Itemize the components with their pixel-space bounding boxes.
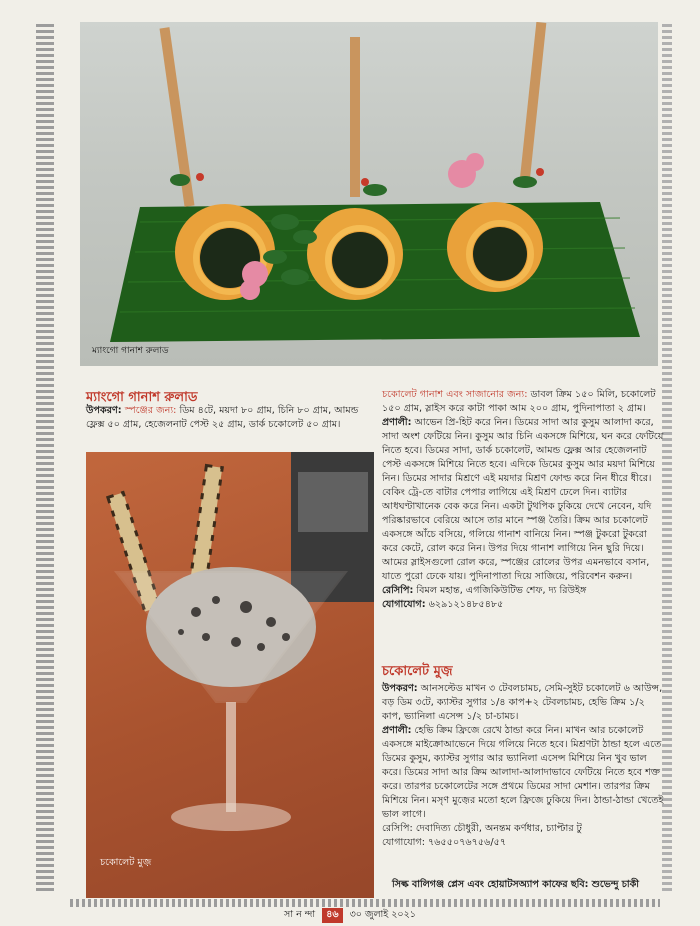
chocolate-mousse-photo bbox=[86, 452, 374, 898]
page-number: ৪৬ bbox=[322, 908, 342, 923]
ganache-paragraph bbox=[382, 388, 664, 416]
recipe-method-column bbox=[382, 388, 664, 612]
method-paragraph bbox=[382, 416, 664, 584]
photo-caption-2: চকোলেট মুজ় bbox=[100, 857, 152, 868]
ingredients-label: উপকরণ: bbox=[86, 405, 122, 416]
ingredients-text-2: আনসল্টেড মাখন ৩ টেবলচামচ, সেমি-সুইট চকোলেট ৬ আউন্স, বড় ডিম ৩টে, ক্যাস্টর সুগার ১/৪ কাপ+২ টেবলচামচ, হেভি ক্রিম ১/২ কাপ, ভ্যানিলা এসেন্স ১/২ চা-চামচ। bbox=[382, 683, 663, 722]
contact-label-2: যোগাযোগ: bbox=[382, 837, 425, 848]
contact-number-2: ৭৬৫৫০৭৬৭৫৬/৫৭ bbox=[428, 837, 507, 848]
ingredients-label-2: উপকরণ: bbox=[382, 683, 418, 694]
bottom-decorative-stripe bbox=[70, 899, 660, 907]
photo-credit: সিল্ক বালিগঞ্জ প্লেস এবং হোয়াটসঅ্যাপ কাফের ছবি: শুভেন্দু চাকী bbox=[392, 879, 639, 890]
recipe-2-title: চকোলেট মুজ় bbox=[382, 664, 453, 679]
method-text: আভেন প্রি-হিট করে নিন। ডিমের সাদা আর কুসুম আলাদা করে, সাদা অংশ ফেটিয়ে নিন। কুসুম আর চিনি একসঙ্গে মিশিয়ে, ঘন করে ফেটিয়ে নিতে হবে। ডিমের সাদা, ডার্ক চকোলেট, আমন্ড ফ্লেক্স আর হেজেলনাট পেস্ট একসঙ্গে মিশিয়ে নিতে হবে। এদিকে ডিমের কুসুম আর ময়দা মিশিয়ে নিন। ডিমের সাদার মিশ্রণে এই ময়দার মিশ্রণ ফোল্ড করে নিন ধীরে ধীরে। বেকিং ট্রে-তে বাটার পেপার লাগিয়ে এই মিশ্রণ ঢেলে দিন। ব্যাটার আধঘণ্টাখানেক বেক করে নিন। একটা টুথপিক ঢুকিয়ে দেখে নেবেন, যদি পরিষ্কারভাবে বেরিয়ে আসে তার মানে স্পঞ্জ তৈরি। ক্রিম আর চকোলেট একসঙ্গে আঁচে বসিয়ে, গলিয়ে গানাশ বানিয়ে নিন। স্পঞ্জ টুকরো টুকরো করে কেটে, রোল করে নিন। উপর দিয়ে গানাশ লাগিয়ে নিন ছুরি দিয়ে। আমের স্লাইসগুলো রোল করে, স্পঞ্জের রোলের উপর এমনভাবে বসান, যাতে পুরো ঢেকে যায়। পুদিনাপাতা দিয়ে সাজিয়ে, পরিবেশন করুন। bbox=[382, 417, 664, 582]
recipe-credit bbox=[382, 584, 664, 598]
sponge-ingredients: ডিম ৪টে, ময়দা ৮০ গ্রাম, চিনি ৮০ গ্রাম, আমন্ড ফ্লেক্স ৫০ গ্রাম, হেজেলনাট পেস্ট ২৫ গ্রাম, ডার্ক চকোলেট ৫০ গ্রাম। bbox=[86, 405, 359, 430]
recipe-2-contact bbox=[382, 836, 664, 850]
photo-caption: ম্যাংগো গানাশ রুলাড bbox=[92, 346, 169, 356]
method-label-2: প্রণালী: bbox=[382, 725, 412, 736]
contact-number: ৬২৯১২১৪৮৫৪৮৫ bbox=[428, 599, 504, 610]
contact-line bbox=[382, 598, 664, 612]
recipe-2-method bbox=[382, 724, 664, 822]
contact-label: যোগাযোগ: bbox=[382, 599, 426, 610]
recipe-by: বিমল মহান্ত, এগজিকিউটিভ শেফ, দ্য রিউইঙ্গ bbox=[416, 585, 587, 596]
mango-roulade-photo bbox=[80, 22, 658, 366]
ganache-label: চকোলেট গানাশ এবং সাজানোর জন্য: bbox=[382, 389, 528, 400]
recipe-by-2: দেবাদিত্য চৌধুরী, অনন্তম কর্ণধার, চ্যাপ্টার টু bbox=[415, 823, 582, 834]
method-label: প্রণালী: bbox=[382, 417, 412, 428]
sponge-label: স্পঞ্জের জন্য: bbox=[124, 405, 177, 416]
left-decorative-stripe bbox=[36, 24, 54, 894]
ganache-ingredients: ডাবল ক্রিম ১৫০ মিলি, চকোলেট ১৫০ গ্রাম, স্লাইস করে কাটা পাকা আম ২০০ গ্রাম, পুদিনাপাতা ২ গ্রাম। bbox=[382, 389, 656, 414]
recipe-ingredients bbox=[86, 404, 376, 432]
recipe-by-label: রেসিপি: bbox=[382, 585, 414, 596]
recipe-by-label-2: রেসিপি: bbox=[382, 823, 413, 834]
recipe-2-column bbox=[382, 682, 664, 850]
recipe-title: ম্যাংগো গানাশ রুলাড bbox=[86, 390, 198, 405]
method-text-2: হেভি ক্রিম ফ্রিজে রেখে ঠান্ডা করে নিন। মাখন আর চকোলেট একসঙ্গে মাইক্রোআভেনে দিয়ে গলিয়ে নিতে হবে। মিশ্রণটা ঠান্ডা হলে এতে ডিমের কুসুম, ক্যাস্টর সুগার আর ভ্যানিলা এসেন্স মিশিয়ে নিন খুব ভাল করে। ডিমের সাদা আর ক্রিম আলাদা-আলাদাভাবে ফেটিয়ে নিতে হবে শক্ত করে। তারপর চকোলেটের সঙ্গে প্রথমে ডিমের সাদা মেশান। তারপর ক্রিম মিশিয়ে নিন। মসৃণ মুজ়ের মতো হলে ফ্রিজে ঢুকিয়ে দিন। ঠান্ডা-ঠান্ডা খেতেই ভাল লাগে। bbox=[382, 725, 664, 820]
magazine-name: সা ন ন্দা bbox=[284, 909, 316, 920]
page-footer bbox=[0, 908, 700, 923]
recipe-2-credit bbox=[382, 822, 664, 836]
recipe-2-ingredients bbox=[382, 682, 664, 724]
issue-date: ৩০ জুলাই ২০২১ bbox=[349, 909, 416, 920]
